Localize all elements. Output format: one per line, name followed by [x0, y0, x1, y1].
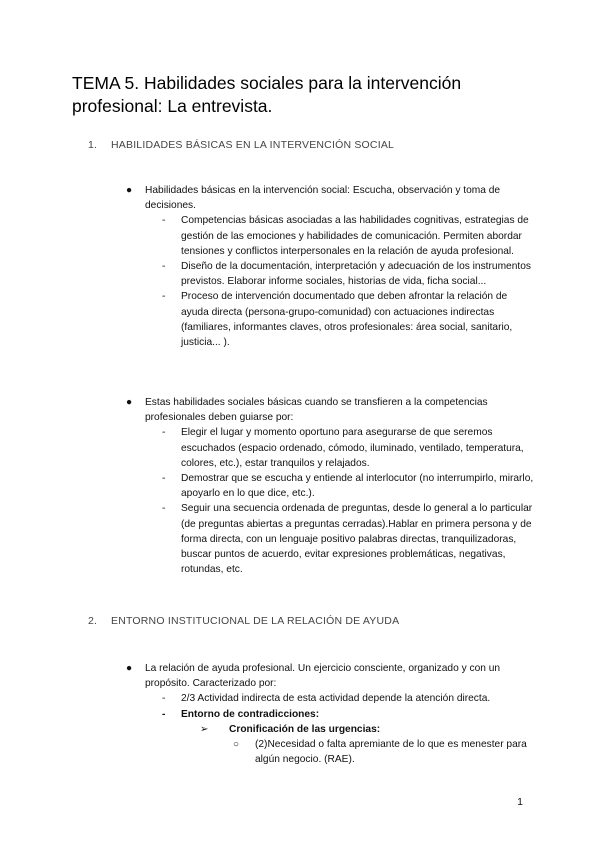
sub-item-text: 2/3 Actividad indirecta de esta actividad depende la atención directa.: [181, 693, 491, 705]
sub-list-item: [126, 471, 536, 501]
bullet-icon: ●: [126, 397, 133, 408]
sub-item-text: Competencias básicas asociadas a las habilidades cognitivas, estrategias de gestión de las emociones y habilidades de comunicación. Permiten abordar tensiones y conflictos interpersonales en la relación de ayuda profesional.: [181, 215, 529, 257]
sub-list-item: [126, 213, 536, 259]
section-1-bullet-1: [126, 183, 536, 350]
list-item: [126, 661, 536, 691]
dash-icon: -: [162, 427, 166, 439]
sub-list-item: [126, 691, 536, 706]
sub-list-item: [126, 259, 536, 289]
bullet-text: La relación de ayuda profesional. Un ejercicio consciente, organizado y con un propósito. Caracterizado por:: [145, 663, 501, 690]
dash-icon: -: [162, 473, 166, 485]
list-item: [126, 183, 536, 213]
sub-list-item: [126, 425, 536, 471]
bullet-icon: ●: [126, 663, 133, 674]
sub-item-text: Entorno de contradicciones:: [181, 708, 320, 720]
section-2-bullet-1: [126, 661, 536, 767]
circle-icon: ○: [233, 739, 240, 751]
sub-item-text: Elegir el lugar y momento oportuno para asegurarse de que seremos escuchados (espacio ordenado, cómodo, iluminado, ventilado, temperatura, colores, etc.), estar tranquilos y relajados.: [181, 427, 524, 469]
bullet-text: Estas habilidades sociales básicas cuando se transfieren a la competencias profesionales deben guiarse por:: [145, 397, 488, 424]
sub-list-item: [126, 501, 536, 577]
section-title: ENTORNO INSTITUCIONAL DE LA RELACIÓN DE AYUDA: [111, 615, 400, 627]
sub-list-item: [126, 289, 536, 350]
section-heading-2: [88, 615, 399, 627]
sub-item-text: Diseño de la documentación, interpretación y adecuación de los instrumentos previstos. Elaborar informe sociales, historias de vida, ficha social...: [181, 261, 531, 288]
sub-sub-list-item: [126, 722, 536, 737]
section-number: 2.: [88, 615, 98, 627]
sub-item-text: Demostrar que se escucha y entiende al interlocutor (no interrumpirlo, mirarlo, apoyarlo en lo que dice, etc.).: [181, 473, 534, 500]
sub-item-text: Proceso de intervención documentado que deben afrontar la relación de ayuda directa (persona-grupo-comunidad) con actuaciones indirectas (familiares, informantes claves, otros profesionales: área social, sanitario, justicia... ).: [181, 291, 513, 349]
section-number: 1.: [88, 139, 98, 151]
page-number: 1: [517, 796, 523, 808]
sub-sub-sub-list-item: [126, 737, 536, 767]
bullet-icon: ●: [126, 185, 133, 196]
dash-icon: -: [162, 693, 166, 705]
dash-icon: -: [162, 503, 166, 515]
sub-sub-sub-item-text: (2)Necesidad o falta apremiante de lo que es menester para algún negocio. (RAE).: [255, 739, 527, 766]
section-title: HABILIDADES BÁSICAS EN LA INTERVENCIÓN SOCIAL: [111, 139, 395, 151]
section-1-bullet-2: [126, 395, 536, 577]
sub-list-item: [126, 707, 536, 722]
list-item: [126, 395, 536, 425]
arrow-icon: ➢: [200, 723, 209, 735]
bullet-text: Habilidades básicas en la intervención social: Escucha, observación y toma de decisiones.: [145, 185, 501, 212]
dash-icon: -: [162, 291, 166, 303]
sub-sub-item-text: Cronificación de las urgencias:: [229, 723, 381, 735]
sub-item-text: Seguir una secuencia ordenada de preguntas, desde lo general a lo particular (de preguntas abiertas a preguntas cerradas).Hablar en primera persona y de forma directa, con un lenguaje positivo palabras directas, tranquilizadoras, buscar puntos de acuerdo, evitar expresiones problemáticas, negativas, rotundas, etc.: [181, 503, 533, 576]
dash-icon: -: [162, 215, 166, 227]
dash-icon: -: [162, 708, 166, 720]
section-heading-1: [88, 139, 394, 151]
dash-icon: -: [162, 261, 166, 273]
page-title: TEMA 5. Habilidades sociales para la intervención profesional: La entrevista.: [72, 73, 462, 116]
